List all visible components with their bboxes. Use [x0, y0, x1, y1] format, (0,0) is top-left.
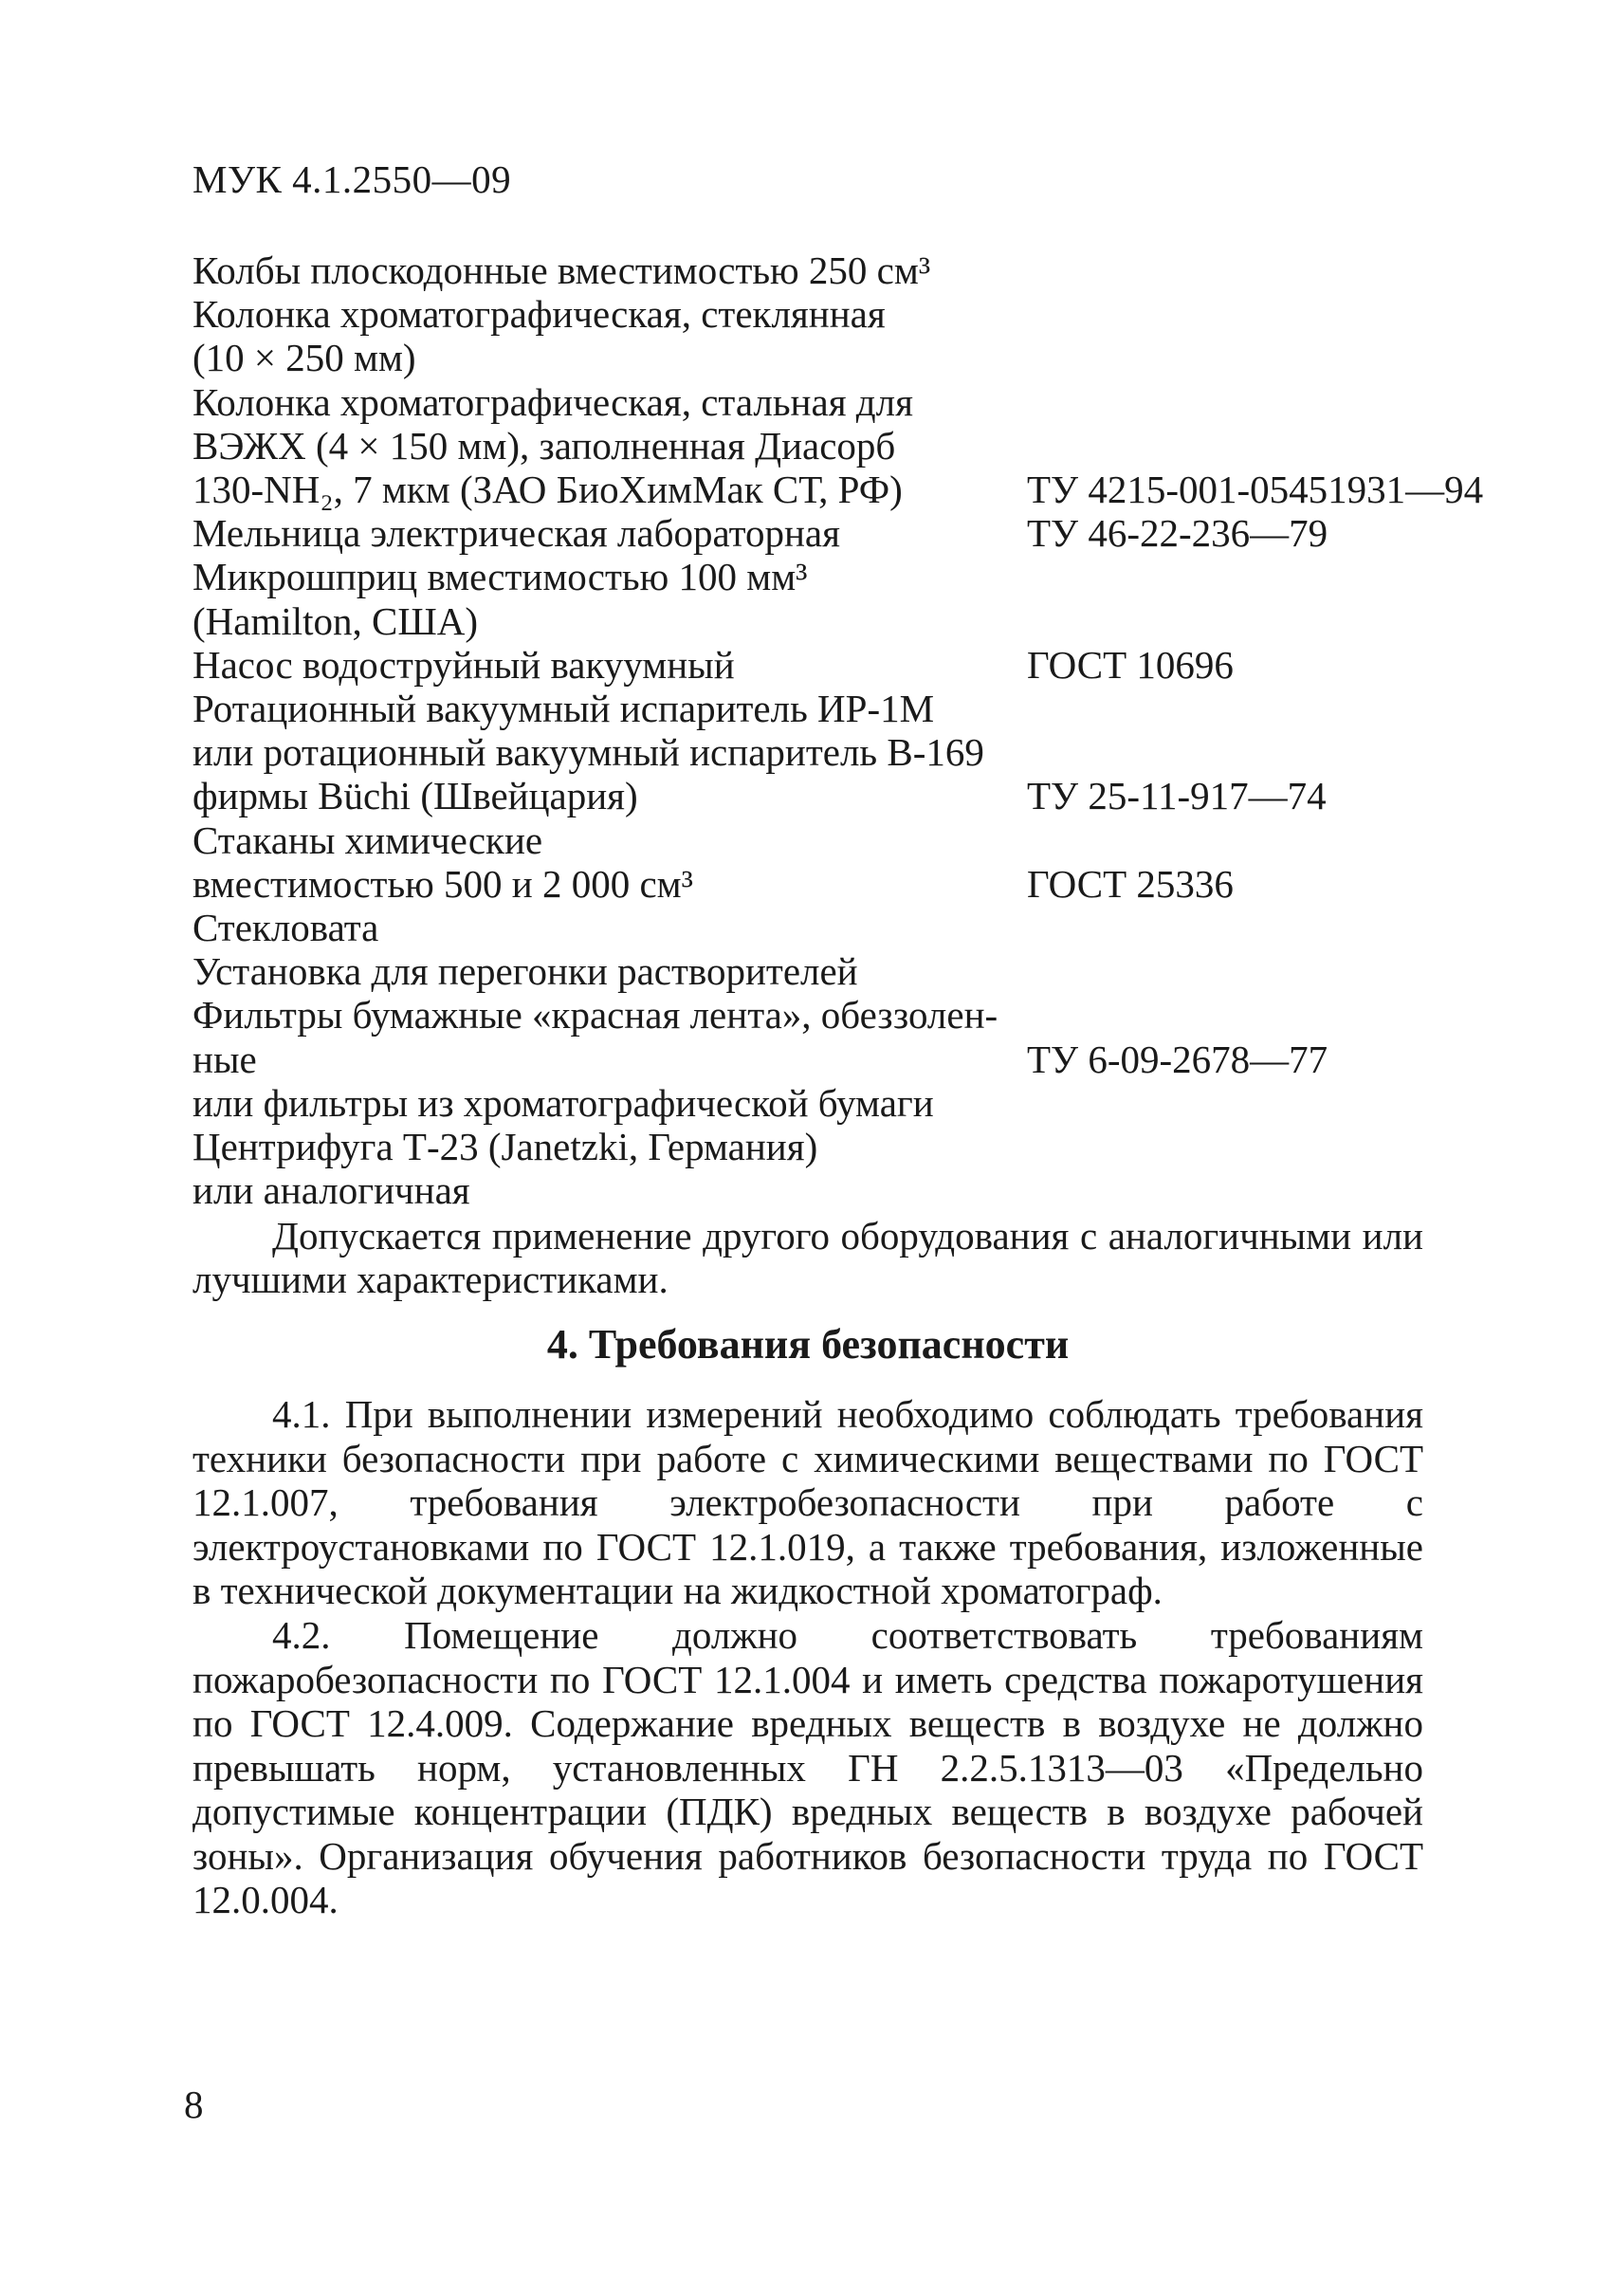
equipment-name-line: ВЭЖХ (4 × 150 мм), заполненная Диасорб	[192, 423, 896, 468]
equipment-name-line: или фильтры из хроматографической бумаги	[192, 1080, 934, 1125]
equipment-name	[192, 818, 1027, 906]
equipment-name-line: Микрошприц вместимостью 100 мм³	[192, 555, 808, 599]
equipment-name-line: вместимостью 500 и 2 000 см³	[192, 861, 693, 906]
equipment-name	[192, 380, 1027, 512]
equipment-item	[192, 1125, 1492, 1212]
equipment-name-line: Колонка хроматографическая, стальная для	[192, 379, 913, 424]
equipment-name-line: Насос водоструйный вакуумный	[192, 642, 735, 687]
equipment-name	[192, 511, 1027, 555]
equipment-name-line: ные	[192, 1037, 257, 1081]
equipment-name-line: (10 × 250 мм)	[192, 336, 416, 380]
equipment-item	[192, 818, 1492, 906]
equipment-standard: ТУ 6-09-2678—77	[1027, 1037, 1328, 1081]
equipment-name-line: Мельница электрическая лабораторная	[192, 511, 840, 556]
equipment-name-line: Колонка хроматографическая, стеклянная	[192, 292, 886, 337]
equipment-substitution-note: Допускается применение другого оборудования с аналогичными или лучшими характеристиками.	[192, 1214, 1423, 1301]
equipment-name-line: или ротационный вакуумный испаритель В-169	[192, 730, 984, 775]
equipment-name-line: Установка для перегонки растворителей	[192, 949, 858, 994]
equipment-list	[192, 248, 1492, 1212]
equipment-name-line: фирмы Büchi (Швейцария)	[192, 774, 638, 818]
equipment-name-line: 130-NH₂, 7 мкм (ЗАО БиоХимМак СТ, РФ)	[192, 468, 903, 512]
equipment-standard: ГОСТ 25336	[1027, 861, 1234, 906]
equipment-name	[192, 949, 1027, 993]
equipment-item	[192, 643, 1492, 687]
equipment-item	[192, 555, 1492, 642]
document-code-header: МУК 4.1.2550—09	[192, 157, 512, 201]
equipment-standard: ТУ 4215-001-05451931—94	[1027, 468, 1484, 511]
equipment-item	[192, 687, 1492, 818]
section-title: 4. Требования безопасности	[546, 1321, 1070, 1368]
equipment-name	[192, 248, 1027, 292]
equipment-item	[192, 1081, 1492, 1125]
equipment-item	[192, 993, 1492, 1080]
equipment-item	[192, 949, 1492, 993]
section-paragraph: 4.2. Помещение должно соответствовать требованиям пожаробезопасности по ГОСТ 12.1.004 и иметь средства пожаротушения по ГОСТ 12.4.009. Содержание вредных веществ в воздухе не должно превышать норм, установленных ГН 2.2.5.1313—03 «Предельно допустимые концентрации (ПДК) вредных веществ в воздухе рабочей зоны». Организация обучения работников безопасности труда по ГОСТ 12.0.004.	[192, 1613, 1423, 1921]
equipment-standard: ГОСТ 10696	[1027, 642, 1234, 687]
page-number: 8	[184, 2083, 204, 2126]
equipment-item	[192, 380, 1492, 512]
equipment-standard: ТУ 25-11-917—74	[1027, 774, 1327, 818]
equipment-name	[192, 1125, 1027, 1212]
equipment-name-line: или аналогичная	[192, 1168, 470, 1213]
equipment-name	[192, 906, 1027, 949]
equipment-standard: ТУ 46-22-236—79	[1027, 511, 1328, 556]
equipment-name-line: Центрифуга Т-23 (Janetzki, Германия)	[192, 1125, 818, 1169]
equipment-name-line: Стаканы химические	[192, 817, 543, 862]
section-paragraph: 4.1. При выполнении измерений необходимо соблюдать требования техники безопасности при работе с химическими веществами по ГОСТ 12.1.007, требования электробезопасности при работе с электроустановками по ГОСТ 12.1.019, а также требования, изложенные в технической документации на жидкостной хроматограф.	[192, 1392, 1423, 1612]
equipment-name	[192, 1081, 1027, 1125]
equipment-name-line: Ротационный вакуумный испаритель ИР-1М	[192, 687, 935, 731]
equipment-name	[192, 555, 1027, 642]
equipment-name-line: Колбы плоскодонные вместимостью 250 см³	[192, 248, 931, 292]
equipment-name	[192, 993, 1027, 1080]
equipment-name-line: Стекловата	[192, 906, 379, 950]
equipment-item	[192, 248, 1492, 292]
equipment-item	[192, 906, 1492, 949]
equipment-name-line: Фильтры бумажные «красная лента», обеззолен-	[192, 993, 998, 1038]
equipment-item	[192, 292, 1492, 379]
equipment-name	[192, 687, 1027, 818]
equipment-name-line: (Hamilton, США)	[192, 598, 478, 643]
equipment-name	[192, 643, 1027, 687]
equipment-item	[192, 511, 1492, 555]
equipment-name	[192, 292, 1027, 379]
